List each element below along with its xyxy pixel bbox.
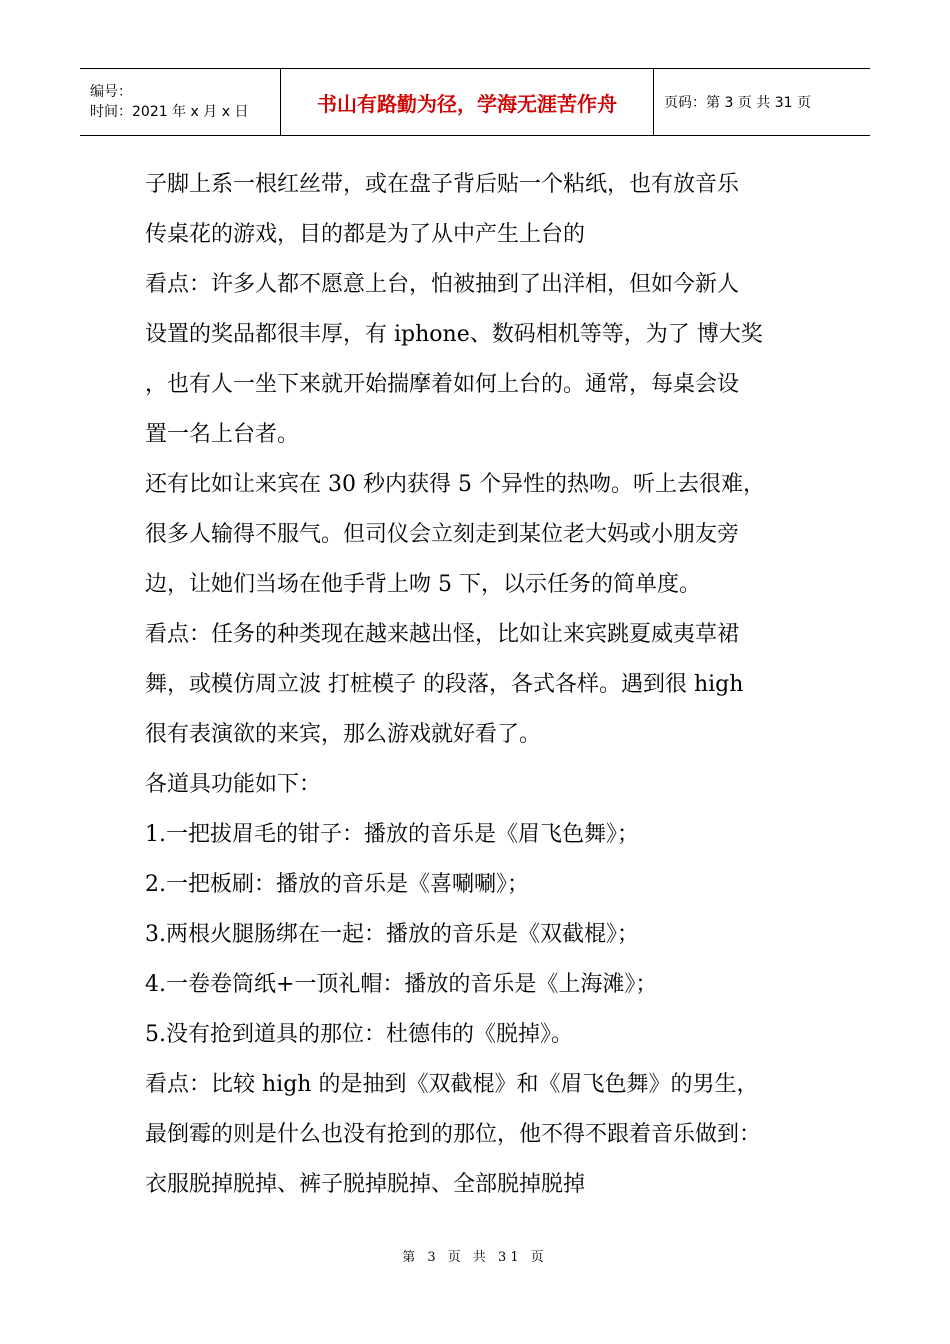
body-line: 1.一把拔眉毛的钳子：播放的音乐是《眉飞色舞》； <box>145 822 639 847</box>
document-body <box>145 160 815 1210</box>
header-page-info: 页码：第 3 页 共 31 页 <box>664 95 811 111</box>
body-line: 边，让她们当场在他手背上吻 5 下，以示任务的简单度。 <box>145 572 701 597</box>
body-line: 置一名上台者。 <box>145 422 300 447</box>
document-time-label: 时间：2021 年 x 月 x 日 <box>90 104 249 120</box>
body-line: 5.没有抢到道具的那位：杜德伟的《脱掉》。 <box>145 1022 573 1047</box>
body-line: 最倒霉的则是什么也没有抢到的那位，他不得不跟着音乐做到： <box>145 1122 762 1147</box>
body-line: 衣服脱掉脱掉、裤子脱掉脱掉、全部脱掉脱掉 <box>145 1172 586 1197</box>
body-line: 看点：许多人都不愿意上台，怕被抽到了出洋相，但如今新人 <box>145 272 740 297</box>
body-line: 看点：比较 high 的是抽到《双截棍》和《眉飞色舞》的男生， <box>145 1072 759 1097</box>
body-line: 很多人输得不服气。但司仪会立刻走到某位老大妈或小朋友旁 <box>145 522 740 547</box>
body-line: 各道具功能如下： <box>145 772 322 797</box>
body-line: 4.一卷卷筒纸+一顶礼帽：播放的音乐是《上海滩》； <box>145 972 658 997</box>
body-line: 传桌花的游戏，目的都是为了从中产生上台的 <box>145 222 586 247</box>
body-line: 很有表演欲的来宾，那么游戏就好看了。 <box>145 722 542 747</box>
body-line: 还有比如让来宾在 30 秒内获得 5 个异性的热吻。听上去很难， <box>145 472 765 497</box>
document-number-label: 编号： <box>90 84 132 100</box>
header-motto: 书山有路勤为径，学海无涯苦作舟 <box>281 69 654 135</box>
body-line: 设置的奖品都很丰厚，有 iphone、数码相机等等，为了 博大奖 <box>145 322 763 347</box>
body-line: 子脚上系一根红丝带，或在盘子背后贴一个粘纸，也有放音乐 <box>145 172 740 197</box>
body-line: ，也有人一坐下来就开始揣摩着如何上台的。通常，每桌会设 <box>145 372 740 397</box>
body-line: 看点：任务的种类现在越来越出怪，比如让来宾跳夏威夷草裙 <box>145 622 740 647</box>
page-header <box>80 68 870 136</box>
body-line: 舞，或模仿周立波 打桩模子 的段落，各式各样。遇到很 high <box>145 672 744 697</box>
body-line: 2.一把板刷：播放的音乐是《喜唰唰》； <box>145 872 529 897</box>
page-footer: 第 3 页 共 31 页 <box>402 1250 548 1265</box>
header-meta <box>80 69 281 135</box>
body-line: 3.两根火腿肠绑在一起：播放的音乐是《双截棍》； <box>145 922 639 947</box>
